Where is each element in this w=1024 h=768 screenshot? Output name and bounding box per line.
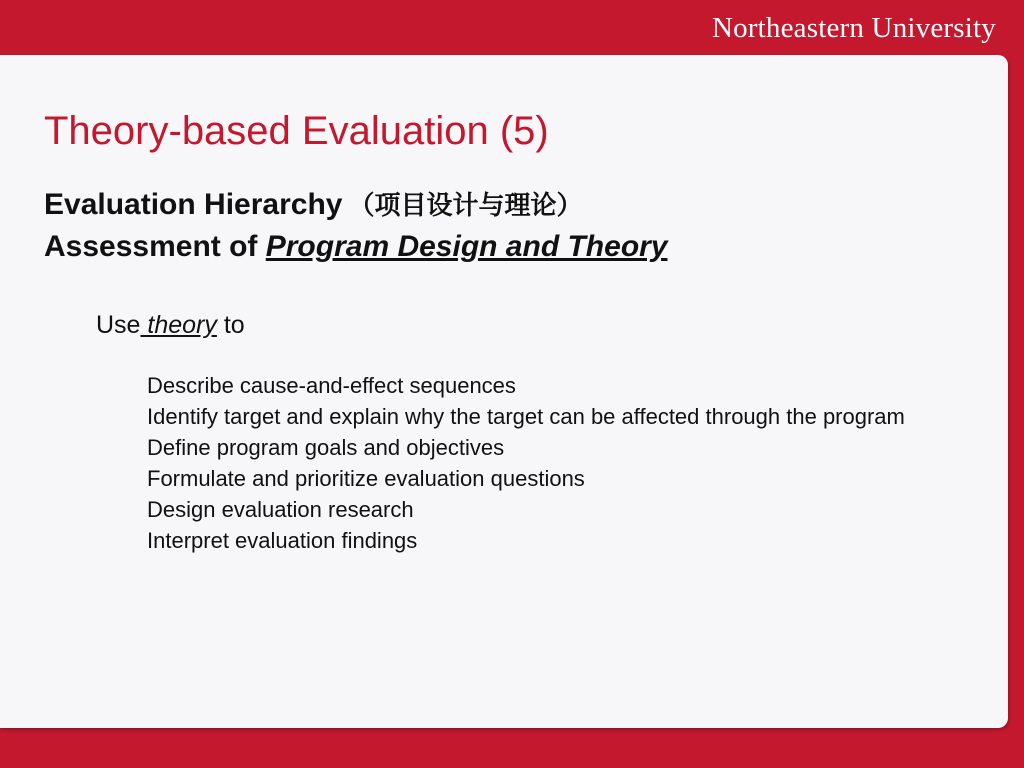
list-item: Identify target and explain why the target can be affected through the program <box>147 404 905 429</box>
list-item: Define program goals and objectives <box>147 435 505 460</box>
subhead-line1-chinese: （项目设计与理论） <box>348 191 583 221</box>
subhead-evaluation-hierarchy <box>44 185 582 226</box>
use-line-prefix: Use <box>96 311 141 339</box>
use-line-suffix: to <box>216 311 245 339</box>
use-line-emphasis: theory <box>140 311 217 339</box>
list-item: Formulate and prioritize evaluation questions <box>147 466 585 491</box>
subhead-line2-prefix: Assessment of <box>44 230 266 263</box>
list-item: Interpret evaluation findings <box>147 528 418 553</box>
use-theory-line <box>96 307 245 343</box>
university-logo-text: Northeastern University <box>711 12 996 44</box>
subhead-line2-emphasis: Program Design and Theory <box>265 230 668 263</box>
list-item: Design evaluation research <box>147 497 414 522</box>
list-item: Describe cause-and-effect sequences <box>147 373 516 398</box>
slide-title: Theory-based Evaluation (5) <box>44 109 549 153</box>
bullet-list <box>147 370 977 556</box>
subhead-assessment <box>44 227 668 267</box>
subhead-line1-text: Evaluation Hierarchy <box>44 188 343 221</box>
